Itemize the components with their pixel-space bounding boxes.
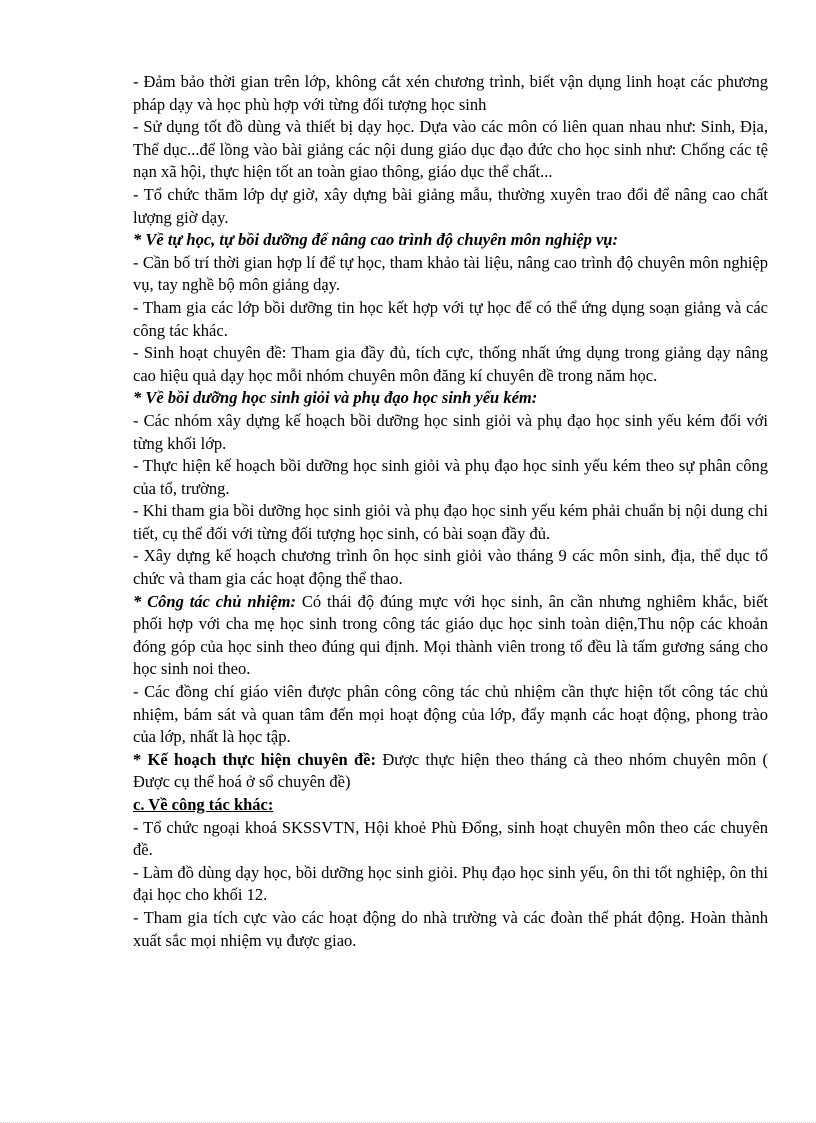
paragraph-homeroom: [133, 591, 768, 681]
paragraph-topic-activities: - Sinh hoạt chuyên đề: Tham gia đầy đủ, tích cực, thống nhất ứng dụng trong giảng dạy nâng cao hiệu quả dạy học mỗi nhóm chuyên môn đăng kí chuyên đề trong năm học.: [133, 343, 768, 385]
heading-homeroom: * Công tác chủ nhiệm:: [133, 591, 296, 611]
page-bottom-edge: [0, 1119, 816, 1123]
paragraph-it-training: - Tham gia các lớp bồi dưỡng tin học kết hợp với tự học để có thể ứng dụng soạn giảng và các công tác khác.: [133, 297, 768, 340]
paragraph-participate: - Tham gia tích cực vào các hoạt động do nhà trường và các đoàn thể phát động. Hoàn thành xuất sắc mọi nhiệm vụ được giao.: [133, 907, 768, 950]
paragraph-teaching-equipment: - Sử dụng tốt đồ dùng và thiết bị dạy học. Dựa vào các môn có liên quan nhau như: Sinh, Địa, Thể dục...để lồng vào bài giảng các nội dung giáo dục đạo đức cho học sinh như: Chống các tệ nạn xã hội, thực hiện tốt an toàn giao thông, giáo dục thể chất...: [133, 117, 768, 182]
paragraph-teaching-time: - Đảm bảo thời gian trên lớp, không cắt xén chương trình, biết vận dụng linh hoạt các phương pháp dạy và học phù hợp với từng đối tượng học sinh: [133, 72, 768, 114]
heading-self-study: * Về tự học, tự bồi dưỡng để nâng cao trình độ chuyên môn nghiệp vụ:: [133, 230, 618, 250]
homeroom-text: Có thái độ đúng mực với học sinh, ân cần nhưng nghiêm khắc, biết phối hợp với cha mẹ học sinh trong công tác giáo dục học sinh toàn diện,Thu nộp các khoản đóng góp của học sinh theo đúng qui định. Mọi thành viên trong tổ đều là tấm gương sáng cho học sinh noi theo.: [133, 591, 769, 679]
paragraph-prepare-content: - Khi tham gia bồi dưỡng học sinh giỏi và phụ đạo học sinh yếu kém phải chuẩn bị nội dung chi tiết, cụ thể đối với từng đối tượng học sinh, có bài soạn đầy đủ.: [133, 501, 768, 543]
topic-plan-text: Được thực hiện theo tháng cà theo nhóm chuyên môn ( Được cụ thể hoá ở sổ chuyên đề): [133, 749, 768, 792]
heading-topic-plan: * Kế hoạch thực hiện chuyên đề:: [133, 749, 377, 769]
paragraph-homeroom-teachers: - Các đồng chí giáo viên được phân công công tác chủ nhiệm cần thực hiện tốt công tác chủ nhiệm, bám sát và quan tâm đến mọi hoạt động của lớp, đẩy mạnh các hoạt động, phong trào của lớp, nhất là học tập.: [133, 682, 768, 747]
paragraph-review-program: - Xây dựng kế hoạch chương trình ôn học sinh giỏi vào tháng 9 các môn sinh, địa, thể dục tổ chức và tham gia các hoạt động thể thao.: [133, 546, 768, 589]
paragraph-study-time: - Cần bố trí thời gian hợp lí để tự học, tham khảo tài liệu, nâng cao trình độ chuyên môn nghiệp vụ, tay nghề bộ môn giảng dạy.: [133, 252, 768, 295]
paragraph-teaching-aids: - Làm đồ dùng dạy học, bồi dưỡng học sinh giỏi. Phụ đạo học sinh yếu, ôn thi tốt nghiệp, ôn thi đại học cho khối 12.: [133, 862, 768, 905]
paragraph-class-observation: - Tổ chức thăm lớp dự giờ, xây dựng bài giảng mẫu, thường xuyên trao đổi để nâng cao chất lượng giờ dạy.: [133, 184, 768, 227]
document-body: [133, 71, 768, 952]
paragraph-group-plans: - Các nhóm xây dựng kế hoạch bồi dưỡng học sinh giỏi và phụ đạo học sinh yếu kém đối với từng khối lớp.: [133, 410, 768, 453]
heading-other-work: c. Về công tác khác:: [133, 795, 274, 814]
heading-gifted-weak: * Về bồi dưỡng học sinh giỏi và phụ đạo học sinh yếu kém:: [133, 388, 538, 408]
paragraph-extracurricular: - Tổ chức ngoại khoá SKSSVTN, Hội khoẻ Phù Đổng, sinh hoạt chuyên môn theo các chuyên đề.: [133, 817, 768, 860]
paragraph-implement-plans: - Thực hiện kế hoạch bồi dưỡng học sinh giỏi và phụ đạo học sinh yếu kém theo sự phân công của tổ, trường.: [133, 456, 768, 498]
paragraph-topic-plan: [133, 749, 768, 794]
